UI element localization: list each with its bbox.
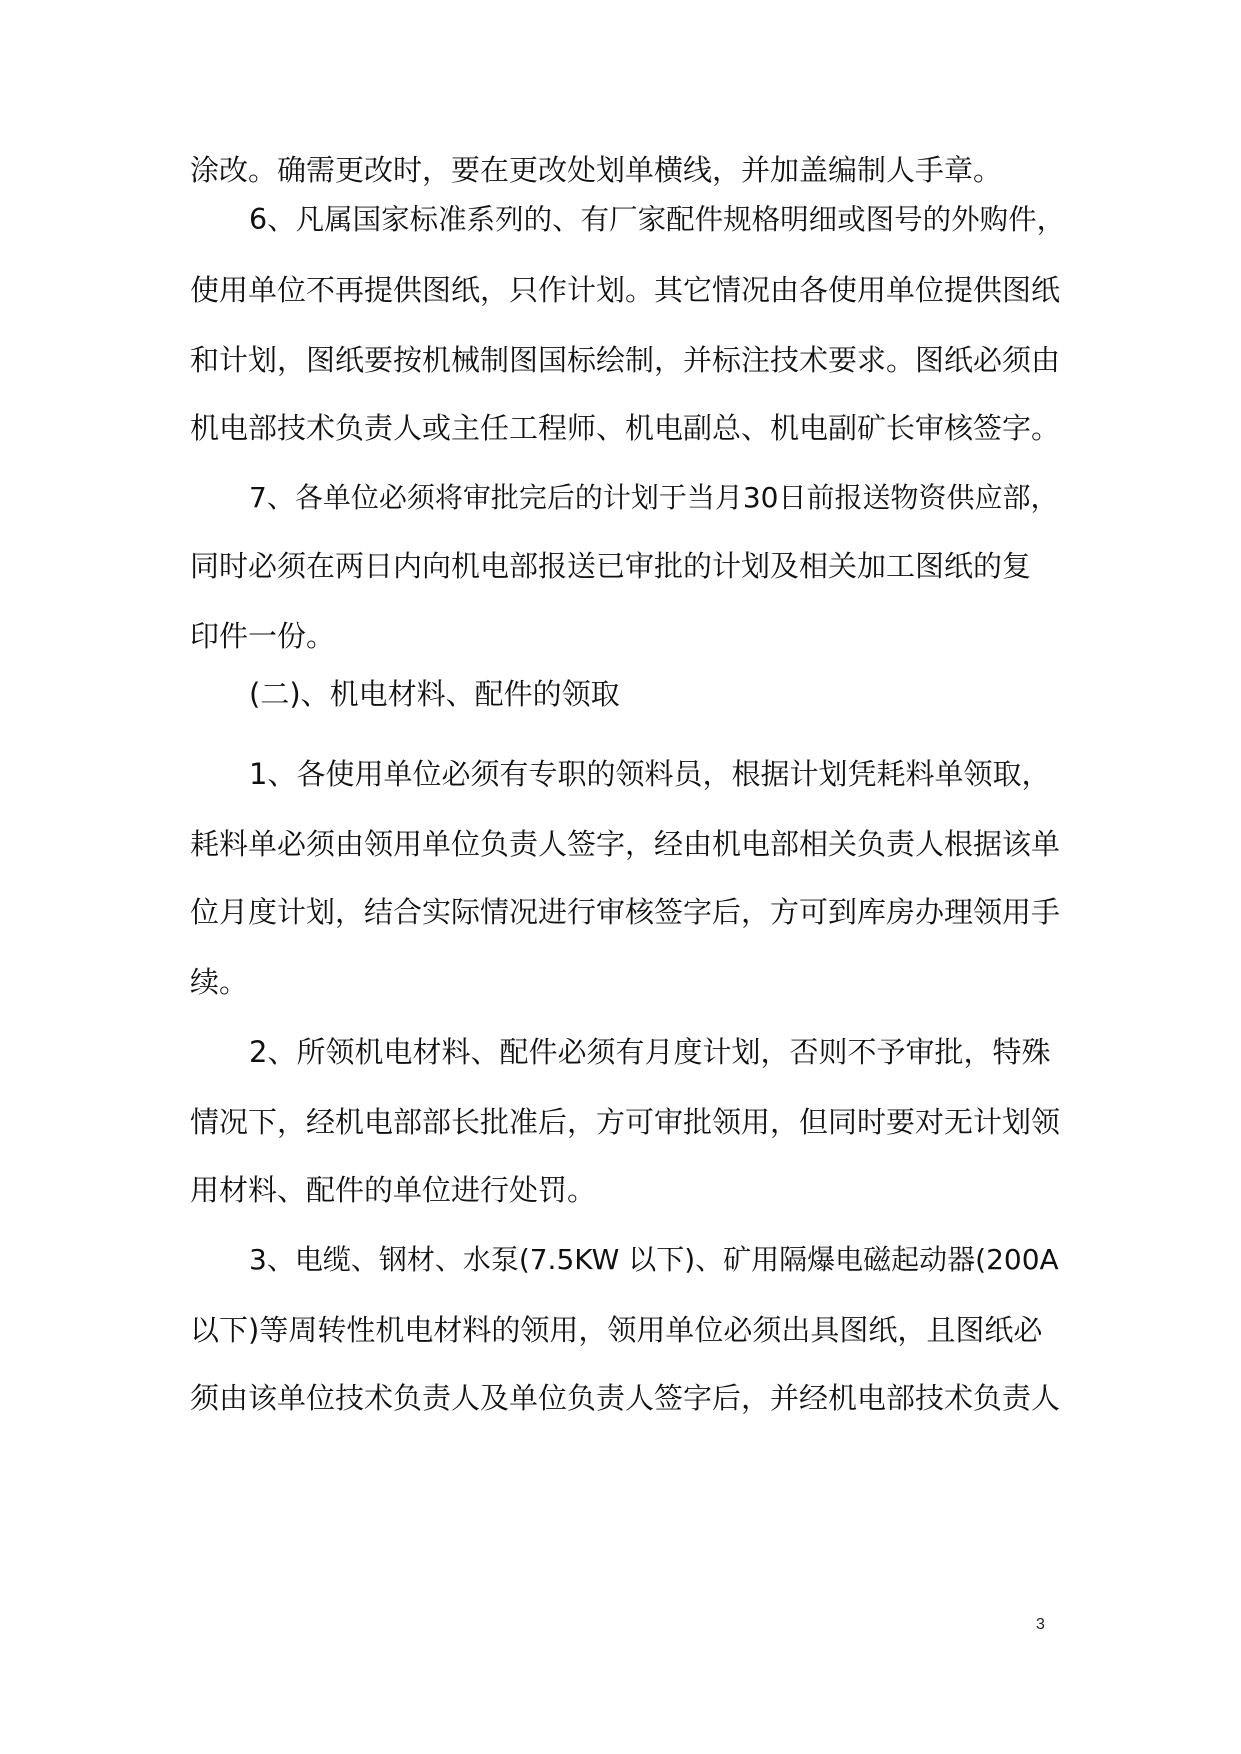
text-line: 印件一份。 (190, 619, 336, 653)
text-line: 3、电缆、钢材、水泵(7.5KW 以下)、矿用隔爆电磁起动器(200A (249, 1243, 1059, 1276)
text-line: 1、各使用单位必须有专职的领料员，根据计划凭耗料单领取， (249, 757, 1051, 791)
text-line: 同时必须在两日内向机电部报送已审批的计划及相关加工图纸的复 (190, 549, 1032, 583)
text-line: 须由该单位技术负责人及单位负责人签字后，并经机电部技术负责人 (190, 1381, 1061, 1415)
text-line: 以下)等周转性机电材料的领用，领用单位必须出具图纸，且图纸必 (190, 1313, 1043, 1347)
text-line: 情况下，经机电部部长批准后，方可审批领用，但同时要对无计划领 (190, 1105, 1061, 1139)
text-line: 耗料单必须由领用单位负责人签字，经由机电部相关负责人根据该单 (190, 827, 1061, 861)
text-line: 位月度计划，结合实际情况进行审核签字后，方可到库房办理领用手 (190, 895, 1061, 929)
section-heading: (二)、机电材料、配件的领取 (249, 677, 620, 711)
page-number: 3 (1036, 1616, 1045, 1633)
text-line: 涂改。确需更改时，要在更改处划单横线，并加盖编制人手章。 (190, 153, 1003, 187)
text-line: 6、凡属国家标准系列的、有厂家配件规格明细或图号的外购件， (249, 203, 1066, 236)
text-line: 和计划，图纸要按机械制图国标绘制，并标注技术要求。图纸必须由 (190, 343, 1061, 377)
text-line: 续。 (190, 965, 249, 999)
text-line: 用材料、配件的单位进行处罚。 (190, 1173, 597, 1207)
text-line: 使用单位不再提供图纸，只作计划。其它情况由各使用单位提供图纸 (190, 273, 1061, 307)
text-line: 2、所领机电材料、配件必须有月度计划，否则不予审批，特殊 (249, 1035, 1051, 1069)
text-line: 7、各单位必须将审批完后的计划于当月30日前报送物资供应部， (249, 481, 1059, 514)
text-line: 机电部技术负责人或主任工程师、机电副总、机电副矿长审核签字。 (190, 411, 1061, 445)
